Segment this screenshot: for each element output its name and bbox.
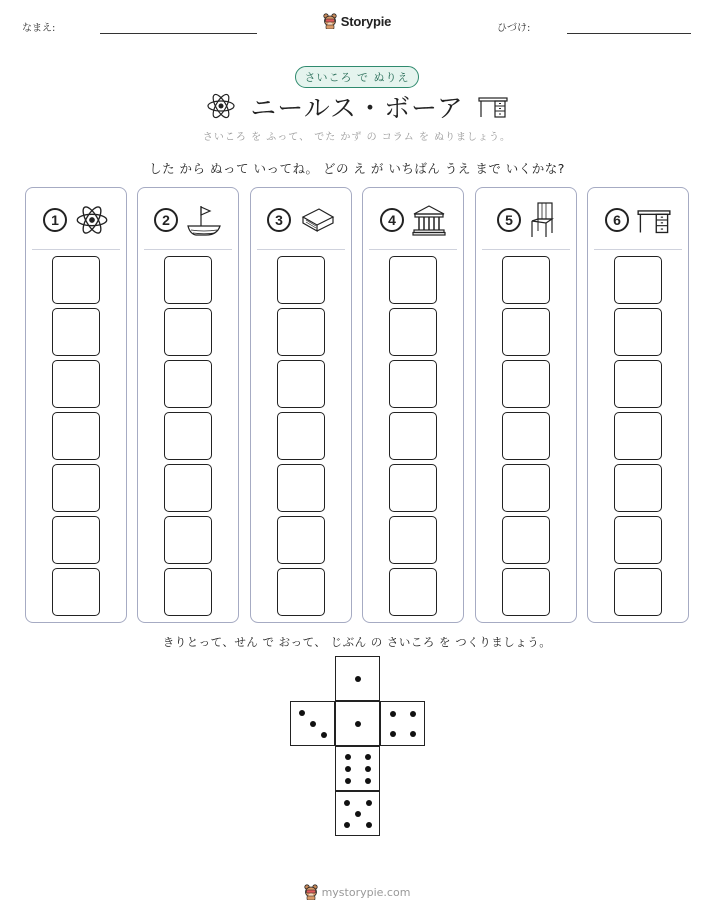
die-face-1 [335,701,380,746]
column-header [251,200,351,240]
color-cell[interactable] [277,412,325,460]
color-cell[interactable] [277,516,325,564]
instruction: した から ぬって いってね。 どの え が いちばん うえ まで いくかな? [149,161,565,176]
page-title: ニールス・ボーア [250,93,464,124]
color-cell[interactable] [389,308,437,356]
color-cell[interactable] [614,516,662,564]
pip [355,721,361,727]
column-header [363,200,463,240]
color-cell[interactable] [52,412,100,460]
desk-icon [637,205,671,235]
color-cell[interactable] [52,308,100,356]
die-face-6 [335,746,380,791]
color-cell[interactable] [277,568,325,616]
pip [355,676,361,682]
book-icon [299,205,335,235]
color-cell[interactable] [277,256,325,304]
chair-icon [529,201,555,239]
footer [0,884,714,900]
pip [345,766,351,772]
cut-instruction: きりとって、せん で おって、 じぶん の さいころ を つくりましょう。 [162,635,552,649]
pip [365,766,371,772]
color-cell[interactable] [52,360,100,408]
column-6 [587,187,689,623]
pip [345,778,351,784]
column-3 [250,187,352,623]
storypie-logo [0,13,714,29]
pip [365,754,371,760]
pip [299,710,305,716]
color-cell[interactable] [502,412,550,460]
color-cell[interactable] [164,308,212,356]
date-line [567,33,691,34]
color-cell[interactable] [502,308,550,356]
pip [365,778,371,784]
color-cell[interactable] [52,464,100,512]
color-cell[interactable] [164,568,212,616]
die-face-3 [290,701,335,746]
color-cell[interactable] [502,360,550,408]
name-label: なまえ: [22,23,56,34]
bear-icon [304,884,318,900]
pip [366,822,372,828]
color-cell[interactable] [389,516,437,564]
activity-badge: さいころ で ぬりえ [295,66,419,88]
color-cell[interactable] [164,412,212,460]
color-cell[interactable] [614,308,662,356]
color-cell[interactable] [164,516,212,564]
column-header [26,200,126,240]
title-row [0,88,714,124]
color-cell[interactable] [502,256,550,304]
color-cell[interactable] [614,256,662,304]
color-cell[interactable] [502,464,550,512]
color-cell[interactable] [614,412,662,460]
die-face-4 [380,701,425,746]
date-label: ひづけ: [497,23,531,34]
color-cell[interactable] [164,464,212,512]
pip [344,800,350,806]
column-number: 6 [605,208,629,232]
column-header [588,200,688,240]
atom-icon [206,91,236,121]
pip [310,721,316,727]
sailboat-icon [186,203,222,237]
die-face-5 [335,791,380,836]
column-number: 2 [154,208,178,232]
color-cell[interactable] [164,256,212,304]
color-cell[interactable] [52,256,100,304]
footer-url[interactable]: mystorypie.com [321,885,411,899]
color-cell[interactable] [389,412,437,460]
color-cell[interactable] [164,360,212,408]
color-cell[interactable] [389,568,437,616]
column-number: 1 [43,208,67,232]
column-5 [475,187,577,623]
desk-icon [478,93,508,119]
color-cell[interactable] [277,464,325,512]
color-cell[interactable] [277,360,325,408]
column-1 [25,187,127,623]
pip [366,800,372,806]
color-cell[interactable] [614,360,662,408]
pip [390,731,396,737]
color-cell[interactable] [277,308,325,356]
color-cell[interactable] [389,464,437,512]
pip [410,711,416,717]
logo-text: Storypie [340,13,392,29]
die-face-1 [335,656,380,701]
pip [410,731,416,737]
color-cell[interactable] [502,516,550,564]
pip [390,711,396,717]
column-4 [362,187,464,623]
column-header [138,200,238,240]
column-number: 4 [380,208,404,232]
pip [321,732,327,738]
color-cell[interactable] [52,516,100,564]
building-icon [412,204,446,236]
color-cell[interactable] [52,568,100,616]
color-cell[interactable] [389,256,437,304]
color-cell[interactable] [614,464,662,512]
name-line [100,33,257,34]
column-number: 5 [497,208,521,232]
column-number: 3 [267,208,291,232]
pip [355,811,361,817]
color-cell[interactable] [389,360,437,408]
pip [345,754,351,760]
column-header [476,200,576,240]
column-2 [137,187,239,623]
atom-icon [75,203,109,237]
pip [344,822,350,828]
color-cell[interactable] [614,568,662,616]
subtitle: さいころ を ふって、 でた かず の コラム を ぬりましょう。 [202,132,512,143]
bear-icon [323,13,337,29]
color-cell[interactable] [502,568,550,616]
